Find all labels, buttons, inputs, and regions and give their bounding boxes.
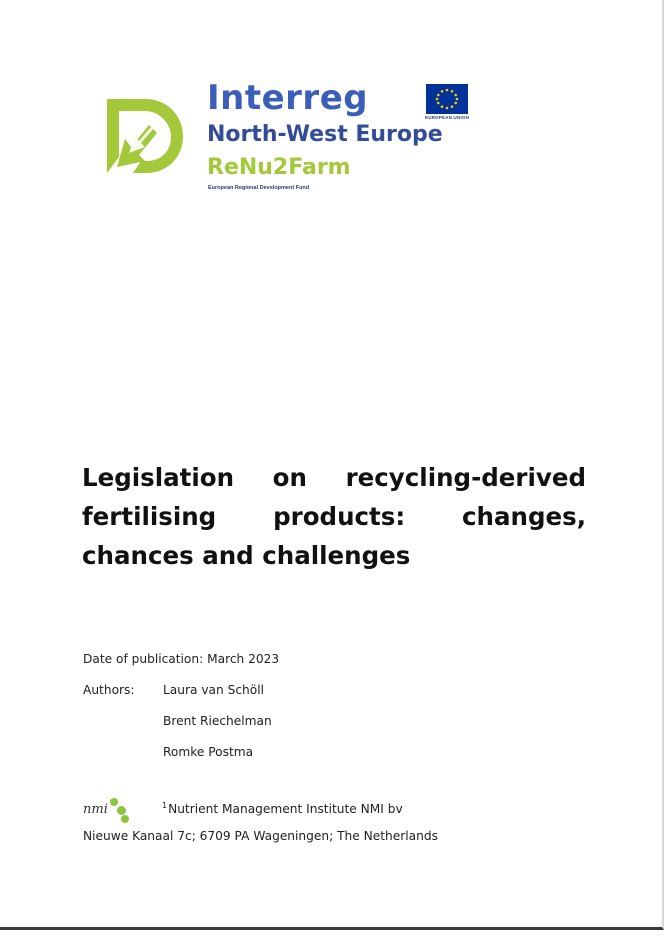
publication-label: Date of publication: [83,652,204,666]
interreg-logo [207,78,470,196]
authors-label: Authors: [83,683,135,697]
interreg-wordmark: Interreg [207,78,369,118]
publication-line [83,652,279,666]
nmi-dot-icon [117,806,126,815]
nmi-logo-text: nmi [83,802,108,817]
project-name: ReNu2Farm [207,155,351,180]
region-label: North-West Europe [207,122,443,147]
institute-name-line [162,801,403,816]
nmi-dot-icon [110,798,118,806]
publication-date: March 2023 [207,652,280,666]
nmi-logo [83,797,135,825]
nmi-dot-icon [121,815,129,823]
renu2farm-arrow-logo-icon [105,97,185,175]
author-name: Laura van Schöll [163,683,265,697]
document-title: Legislation on recycling-derived fertilising products: changes, chances and challenges [82,463,586,570]
institute-superscript: 1 [162,801,168,810]
author-name: Romke Postma [163,745,254,759]
institute-name: Nutrient Management Institute NMI bv [168,802,403,816]
institute-address: Nieuwe Kanaal 7c; 6709 PA Wageningen; The Netherlands [83,829,438,843]
author-name: Brent Riechelman [163,714,272,728]
eu-flag-icon [426,84,468,114]
eu-label: EUROPEAN UNION [425,115,470,120]
fund-label: European Regional Development Fund [208,185,310,191]
